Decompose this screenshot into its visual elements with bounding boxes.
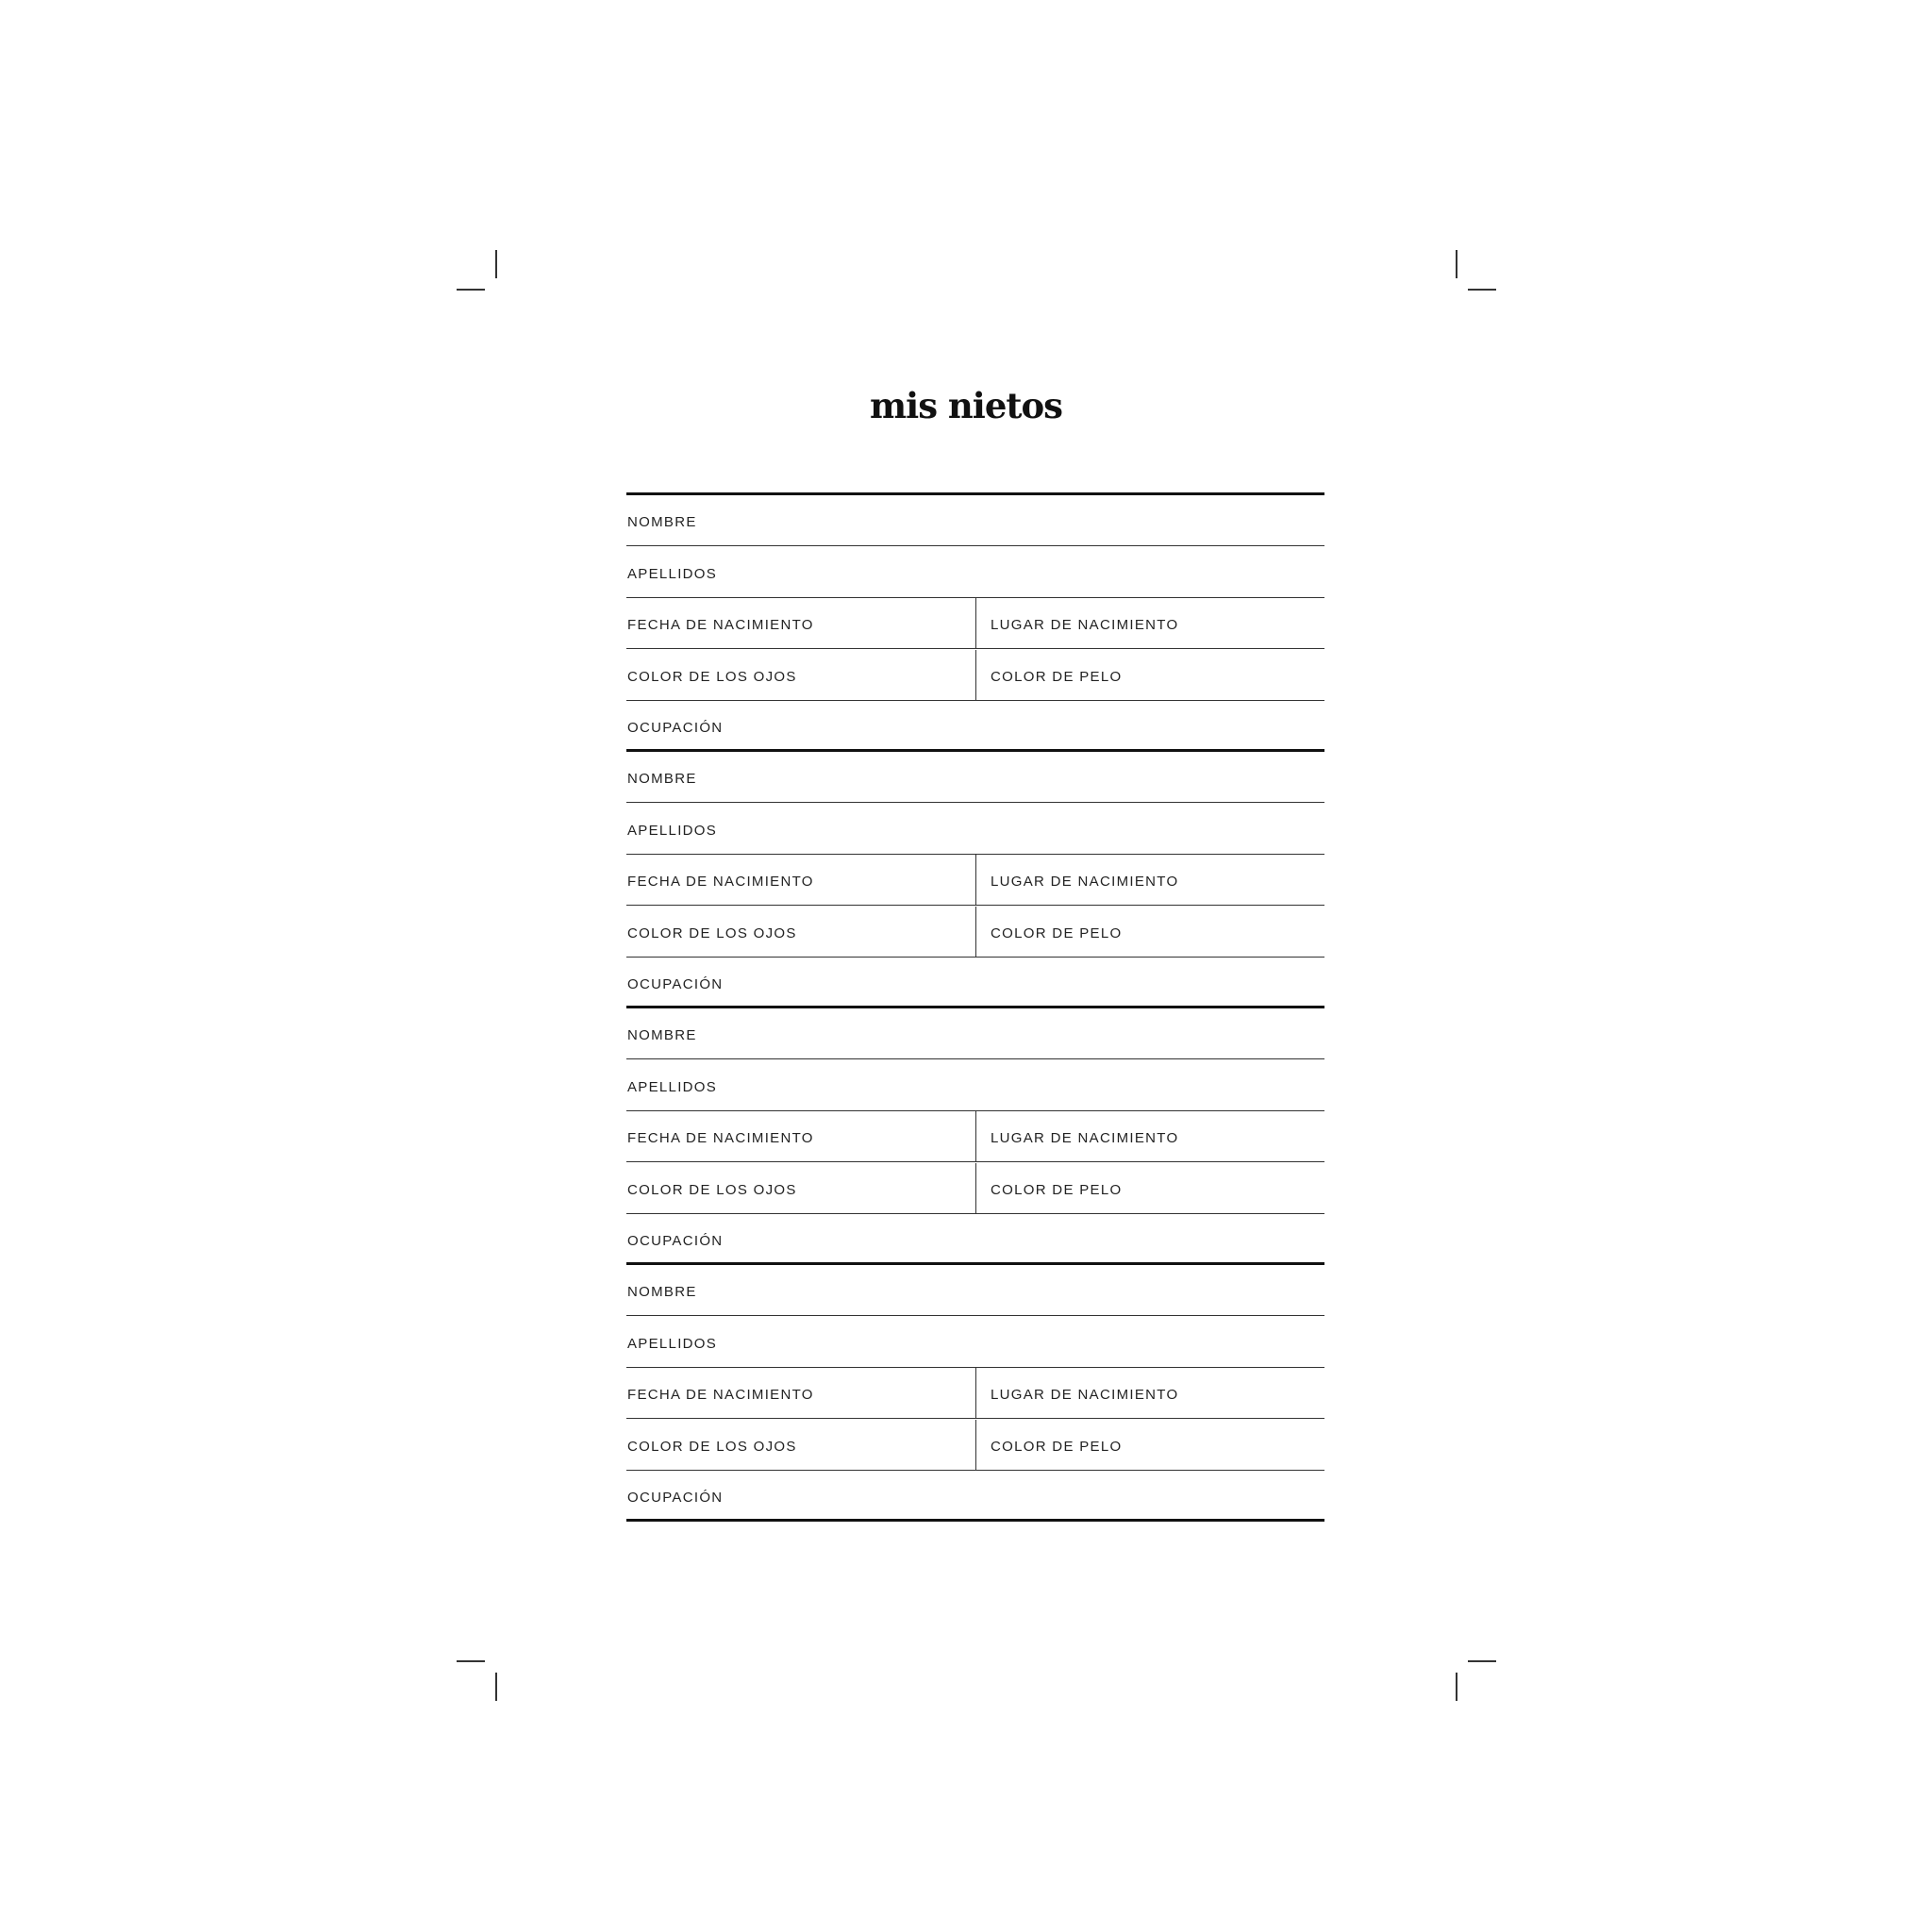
field-label: COLOR DE LOS OJOS — [627, 1438, 797, 1455]
crop-mark — [1456, 1673, 1457, 1701]
field-color-ojos[interactable] — [626, 1163, 975, 1214]
form-row — [626, 855, 1324, 906]
field-label: COLOR DE PELO — [991, 1181, 1123, 1198]
field-nombre[interactable] — [626, 1008, 1324, 1059]
field-label: COLOR DE PELO — [991, 668, 1123, 685]
crop-mark — [457, 1660, 485, 1662]
field-color-pelo[interactable] — [975, 650, 1324, 701]
field-label: LUGAR DE NACIMIENTO — [991, 1130, 1179, 1146]
form-row — [626, 1163, 1324, 1214]
field-label: NOMBRE — [627, 1027, 697, 1043]
field-label: FECHA DE NACIMIENTO — [627, 1387, 814, 1403]
form-row — [626, 650, 1324, 701]
field-label: LUGAR DE NACIMIENTO — [991, 617, 1179, 633]
field-label: APELLIDOS — [627, 1335, 718, 1352]
field-label: FECHA DE NACIMIENTO — [627, 617, 814, 633]
field-label: OCUPACIÓN — [627, 720, 724, 736]
field-lugar-nacimiento[interactable] — [975, 1111, 1324, 1162]
field-ocupacion[interactable] — [626, 1214, 1324, 1265]
block-separator — [626, 1519, 1324, 1522]
field-label: COLOR DE PELO — [991, 1438, 1123, 1455]
field-label: NOMBRE — [627, 514, 697, 530]
form-row — [626, 1265, 1324, 1316]
form-row — [626, 1008, 1324, 1059]
field-color-pelo[interactable] — [975, 1163, 1324, 1214]
field-label: COLOR DE LOS OJOS — [627, 1181, 797, 1198]
field-label: OCUPACIÓN — [627, 1233, 724, 1249]
field-fecha-nacimiento[interactable] — [626, 1368, 975, 1419]
crop-mark — [495, 1673, 497, 1701]
field-lugar-nacimiento[interactable] — [975, 855, 1324, 906]
form-row — [626, 1111, 1324, 1162]
field-label: COLOR DE LOS OJOS — [627, 924, 797, 941]
field-label: NOMBRE — [627, 1284, 697, 1300]
form-row — [626, 1368, 1324, 1419]
field-ocupacion[interactable] — [626, 701, 1324, 752]
form-row — [626, 907, 1324, 958]
field-apellidos[interactable] — [626, 547, 1324, 598]
field-label: OCUPACIÓN — [627, 1490, 724, 1506]
field-label: OCUPACIÓN — [627, 976, 724, 992]
form-row — [626, 701, 1324, 752]
field-color-ojos[interactable] — [626, 650, 975, 701]
form-row — [626, 752, 1324, 803]
form-row — [626, 958, 1324, 1008]
field-label: FECHA DE NACIMIENTO — [627, 1130, 814, 1146]
field-label: APELLIDOS — [627, 822, 718, 839]
field-fecha-nacimiento[interactable] — [626, 598, 975, 649]
form-row — [626, 1317, 1324, 1368]
form-row — [626, 804, 1324, 855]
field-label: LUGAR DE NACIMIENTO — [991, 874, 1179, 890]
crop-mark — [1456, 250, 1457, 278]
field-apellidos[interactable] — [626, 1060, 1324, 1111]
form-row — [626, 495, 1324, 546]
crop-mark — [1468, 289, 1496, 291]
crop-mark — [1468, 1660, 1496, 1662]
field-label: LUGAR DE NACIMIENTO — [991, 1387, 1179, 1403]
form-row — [626, 598, 1324, 649]
field-nombre[interactable] — [626, 1265, 1324, 1316]
field-color-ojos[interactable] — [626, 907, 975, 958]
form-row — [626, 1214, 1324, 1265]
field-apellidos[interactable] — [626, 1317, 1324, 1368]
crop-mark — [457, 289, 485, 291]
field-nombre[interactable] — [626, 495, 1324, 546]
field-label: APELLIDOS — [627, 565, 718, 582]
form-row — [626, 1060, 1324, 1111]
field-apellidos[interactable] — [626, 804, 1324, 855]
field-label: COLOR DE LOS OJOS — [627, 668, 797, 685]
field-label: COLOR DE PELO — [991, 924, 1123, 941]
field-label: APELLIDOS — [627, 1078, 718, 1095]
field-label: NOMBRE — [627, 771, 697, 787]
field-color-pelo[interactable] — [975, 1420, 1324, 1471]
field-fecha-nacimiento[interactable] — [626, 1111, 975, 1162]
field-lugar-nacimiento[interactable] — [975, 598, 1324, 649]
field-ocupacion[interactable] — [626, 1471, 1324, 1522]
form-row — [626, 1471, 1324, 1522]
field-ocupacion[interactable] — [626, 958, 1324, 1008]
page-title: mis nietos — [869, 385, 1062, 426]
field-lugar-nacimiento[interactable] — [975, 1368, 1324, 1419]
field-color-pelo[interactable] — [975, 907, 1324, 958]
field-fecha-nacimiento[interactable] — [626, 855, 975, 906]
field-color-ojos[interactable] — [626, 1420, 975, 1471]
form-row — [626, 547, 1324, 598]
form-row — [626, 1420, 1324, 1471]
crop-mark — [495, 250, 497, 278]
field-nombre[interactable] — [626, 752, 1324, 803]
field-label: FECHA DE NACIMIENTO — [627, 874, 814, 890]
